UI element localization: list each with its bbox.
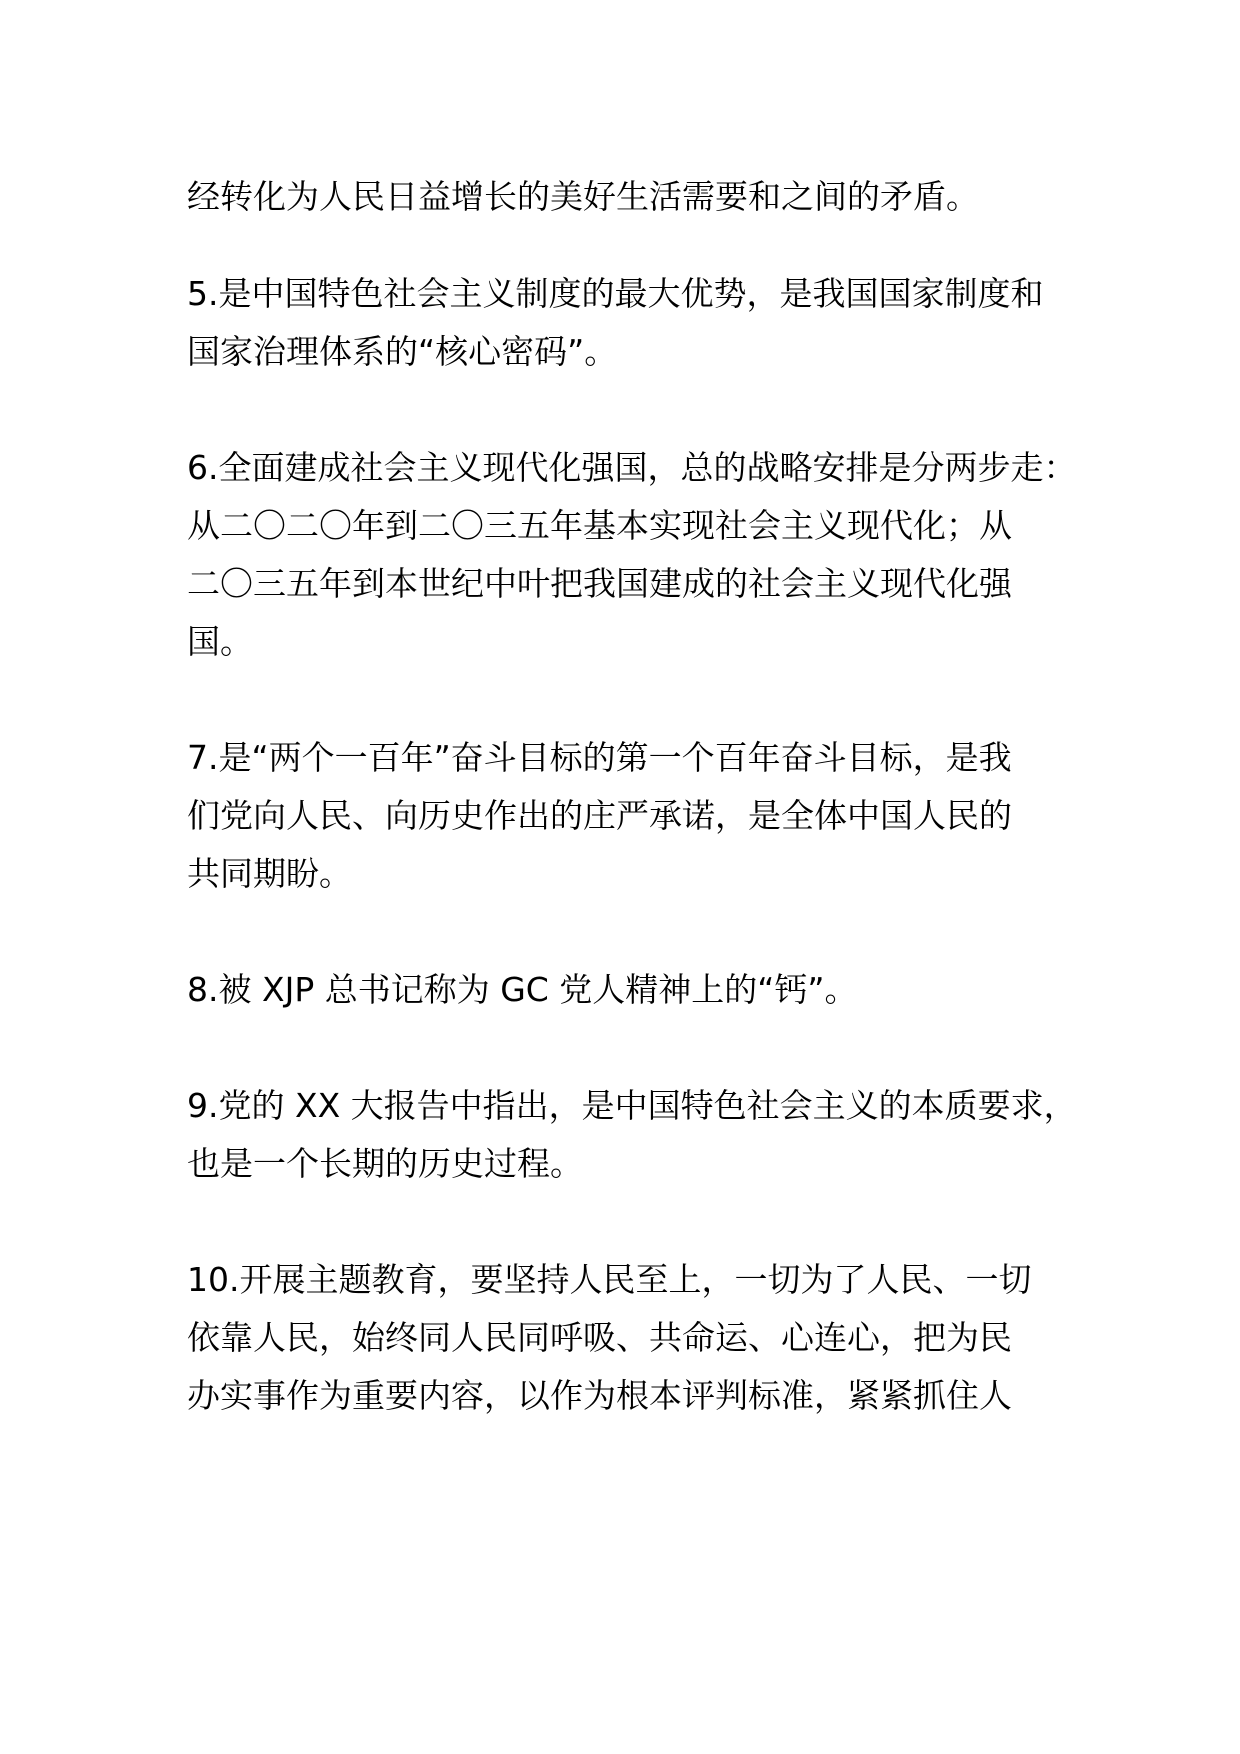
paragraph-10-line-3: 办实事作为重要内容，以作为根本评判标准，紧紧抓住人 [187, 1376, 1012, 1415]
paragraph-10-line-2: 依靠人民，始终同人民同呼吸、共命运、心连心，把为民 [187, 1318, 1012, 1357]
paragraph-5-line-2: 国家治理体系的“核心密码”。 [187, 332, 618, 371]
paragraph-7-line-1: 7.是“两个一百年”奋斗目标的第一个百年奋斗目标，是我 [187, 738, 1012, 777]
paragraph-8-line-1: 8.被 XJP 总书记称为 GC 党人精神上的“钙”。 [187, 970, 858, 1009]
paragraph-6-line-1: 6.全面建成社会主义现代化强国，总的战略安排是分两步走： [187, 448, 1077, 487]
paragraph-9-line-2: 也是一个长期的历史过程。 [187, 1144, 583, 1183]
paragraph-10-line-1: 10.开展主题教育，要坚持人民至上，一切为了人民、一切 [187, 1260, 1032, 1299]
paragraph-4-line-1: 经转化为人民日益增长的美好生活需要和之间的矛盾。 [187, 177, 979, 216]
paragraph-7-line-2: 们党向人民、向历史作出的庄严承诺，是全体中国人民的 [187, 796, 1012, 835]
paragraph-9-line-1: 9.党的 XX 大报告中指出，是中国特色社会主义的本质要求， [187, 1086, 1077, 1125]
paragraph-6-line-4: 国。 [187, 622, 253, 661]
paragraph-6-line-2: 从二〇二〇年到二〇三五年基本实现社会主义现代化；从 [187, 506, 1012, 545]
paragraph-7-line-3: 共同期盼。 [187, 854, 352, 893]
paragraph-6-line-3: 二〇三五年到本世纪中叶把我国建成的社会主义现代化强 [187, 564, 1012, 603]
paragraph-5-line-1: 5.是中国特色社会主义制度的最大优势，是我国国家制度和 [187, 274, 1044, 313]
